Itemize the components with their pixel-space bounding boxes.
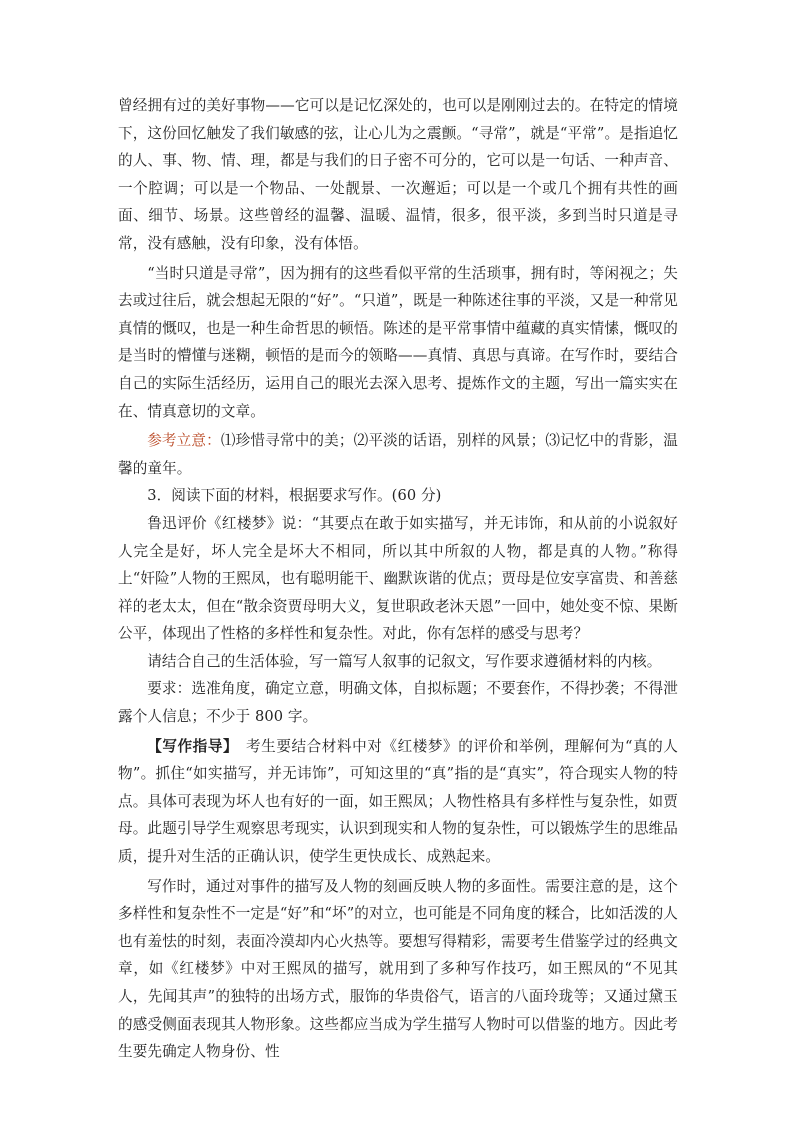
paragraph-writing-advice: 写作时，通过对事件的描写及人物的刻画反映人物的多面性。需要注意的是，这个多样性和复杂性不一定是“好”和“坏”的对立，也可能是不同角度的糅合，比如活泼的人也有羞怯的时刻，表面冷漠却内心火热等。要想写得精彩，需要考生借鉴学过的经典文章，如《红楼梦》中对王熙凤的描写，就用到了多种写作技巧，如王熙凤的“不见其人，先闻其声”的独特的出场方式，服饰的华贵俗气，语言的八面玲珑等；又通过黛玉的感受侧面表现其人物形象。这些都应当成为学生描写人物时可以借鉴的地方。因此考生要先确定人物身份、性 bbox=[118, 877, 678, 1061]
paragraph-only-thought-ordinary: “当时只道是寻常”，因为拥有的这些看似平常的生活琐事，拥有时，等闲视之；失去或过往后，就会想起无限的“好”。“只道”，既是一种陈述往事的平淡，又是一种常见真情的慨叹，也是一种生命哲思的顿悟。陈述的是平常事情中蕴藏的真实情愫，慨叹的是当时的懵懂与迷糊，顿悟的是而今的领略——真情、真思与真谛。在写作时，要结合自己的实际生活经历，运用自己的眼光去深入思考、提炼作文的主题，写出一篇实实在在、情真意切的文章。 bbox=[118, 264, 678, 420]
question-3-heading: 3．阅读下面的材料，根据要求写作。(60 分) bbox=[147, 487, 442, 505]
reference-ideas-label: 参考立意： bbox=[147, 432, 221, 450]
paragraph-writing-guide bbox=[118, 733, 678, 871]
paragraph-luxun-material: 鲁迅评价《红楼梦》说：“其要点在敢于如实描写，并无讳饰，和从前的小说叙好人完全是好，坏人完全是坏大不相同，所以其中所叙的人物，都是真的人物。”称得上“奸险”人物的王熙凤，也有聪明能干、幽默诙谐的优点；贾母是位安享富贵、和善慈祥的老太太，但在“散余资贾母明大义，复世职政老沐天恩”一回中，她处变不惊、果断公平，体现出了性格的多样性和复杂性。对此，你有怎样的感受与思考？ bbox=[118, 514, 678, 643]
paragraph-writing-task: 请结合自己的生活体验，写一篇写人叙事的记叙文，写作要求遵循材料的内核。 bbox=[147, 652, 662, 670]
paragraph-requirements: 要求：选准角度，确定立意，明确文体，自拟标题；不要套作，不得抄袭；不得泄露个人信息；不少于 800 字。 bbox=[118, 680, 678, 726]
writing-guide-text: 考生要结合材料中对《红楼梦》的评价和举例，理解何为“真的人物”。抓住“如实描写，并无讳饰”，可知这里的“真”指的是“真实”，符合现实人物的特点。具体可表现为坏人也有好的一面，如王熙凤；人物性格具有多样性与复杂性，如贾母。此题引导学生观察思考现实，认识到现实和人物的复杂性，可以锻炼学生的思维品质，提升对生活的正确认识，使学生更快成长、成熟起来。 bbox=[118, 737, 678, 866]
paragraph-memory-intro: 曾经拥有过的美好事物——它可以是记忆深处的，也可以是刚刚过去的。在特定的情境下，这份回忆触发了我们敏感的弦，让心儿为之震颤。“寻常”，就是“平常”。是指追忆的人、事、物、情、理，都是与我们的日子密不可分的，它可以是一句话、一种声音、一个腔调；可以是一个物品、一处靓景、一次邂逅；可以是一个或几个拥有共性的画面、细节、场景。这些曾经的温馨、温暖、温情，很多，很平淡，多到当时只道是寻常，没有感触，没有印象，没有体悟。 bbox=[118, 97, 678, 252]
writing-guide-label: 【写作指导】 bbox=[147, 737, 231, 755]
paragraph-reference-ideas bbox=[118, 427, 678, 482]
document-page bbox=[118, 92, 678, 1066]
reference-ideas-text: ⑴珍惜寻常中的美；⑵平淡的话语，别样的风景；⑶记忆中的背影，温馨的童年。 bbox=[118, 432, 678, 477]
